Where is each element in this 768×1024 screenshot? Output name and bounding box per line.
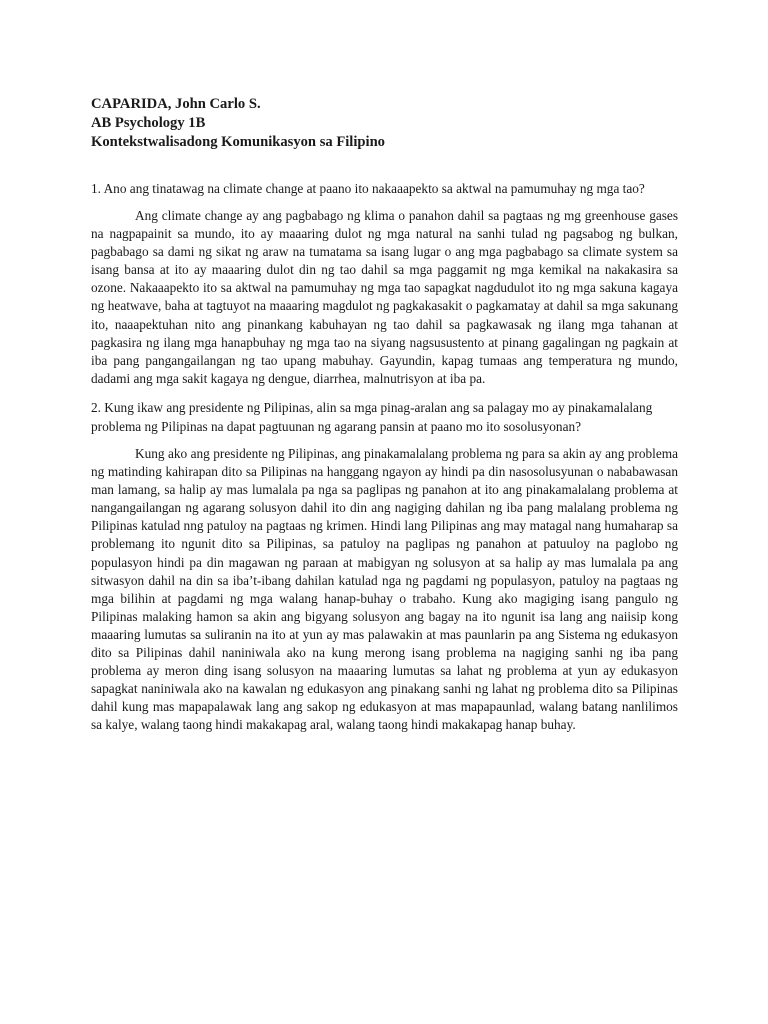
answer-1: Ang climate change ay ang pagbabago ng klima o panahon dahil sa pagtaas ng mg greenhouse gases na nagpapainit sa mundo, ito ay maaaring dulot ng mga natural na sanhi tulad ng pagsabog ng bulkan, pagbabago sa dami ng sikat ng araw na tumatama sa isang lugar o ang mga pagbabago sa climate system sa isang bansa at ito ay maaaring dulot din ng tao dahil sa mga paggamit ng mga kemikal na nakakasira sa ozone. Nakaaapekto ito sa aktwal na pamumuhay ng mga tao sapagkat nagdudulot ito ng mga sakuna kagaya ng heatwave, baha at tagtuyot na maaaring magdulot ng pagkakasakit o pagkamatay at dahil sa mga sakunang ito, naaapektuhan nito ang pinankang kabuhayan ng tao dahil sa pagkawasak ng ilang mga tahanan at pagkasira ng ilang mga hanapbuhay ng mga tao na siyang nagsusustento at pinang gagalingan ng pagkain at iba pang pangangailangan ng tao upang mabuhay. Gayundin, kapag tumaas ang temperatura ng mundo, dadami ang mga sakit kagaya ng dengue, diarrhea, malnutrisyon at iba pa.: [91, 208, 678, 386]
document-header: [91, 95, 678, 152]
question-2: 2. Kung ikaw ang presidente ng Pilipinas, alin sa mga pinag-aralan ang sa palagay mo ay pinakamalalang problema ng Pilipinas na dapat pagtuunan ng agarang pansin at paano mo ito sosolusyonan?: [91, 399, 653, 434]
answer-2: Kung ako ang presidente ng Pilipinas, ang pinakamalalang problema ng para sa akin ay ang problema ng matinding kahirapan dito sa Pilipinas na hanggang ngayon ay hindi pa din nasosolusyunan o nababawasan man lamang, sa halip ay mas lumalala pa nga sa paglipas ng panahon at ito ang pinakamalalang problema at nangangailangan ng agarang solusyon dahil ito din ang nagiging dahilan ng iba pang malalang problema ng Pilipinas katulad nng patuloy na pagtaas ng krimen. Hindi lang Pilipinas ang may matagal nang humaharap sa problemang ito ngunit dito sa Pilipinas, sa patuloy na paglipas ng panahon at patuuloy na paglobo ng populasyon hindi pa din magawan ng paraan at mabigyan ng solusyon at sa halip ay mas lumalala pa ang sitwasyon dahil na din sa iba’t-ibang dahilan katulad nga ng pagdami ng populasyon, patuloy na pagtaas ng mga bilihin at pagdami ng mga walang hanap-buhay o trabaho. Kung ako magiging isang pangulo ng Pilipinas malaking hamon sa akin ang bigyang solusyon ang bagay na ito ngunit isa lang ang naiisip kong maaaring lumutas sa suliranin na ito at yun ay mas palawakin at mas paunlarin pa ang Sistema ng edukasyon dito sa Pilipinas dahil naniniwala ako na kung merong isang problema na nagiging sanhi ng iba pang problema ay meron ding isang solusyon na maaaring lumutas sa lahat ng problema at yun ay edukasyon sapagkat naniniwala ako na kawalan ng edukasyon ang pinakang sanhi ng lahat ng problema dito sa Pilipinas dahil kung mas mapapalawak lang ang sakop ng edukasyon at mas mapapaunlad, walang batang nanlilimos sa kalye, walang taong hindi makakapag aral, walang taong hindi makakapag hanap buhay.: [91, 445, 678, 733]
student-name: CAPARIDA, John Carlo S.: [91, 96, 261, 112]
course-section: AB Psychology 1B: [91, 115, 206, 131]
subject-title: Kontekstwalisadong Komunikasyon sa Filipino: [91, 134, 385, 150]
question-1: 1. Ano ang tinatawag na climate change at paano ito nakaaapekto sa aktwal na pamumuhay ng mga tao?: [91, 181, 645, 196]
question-block-1: [91, 179, 678, 388]
question-block-2: [91, 398, 678, 735]
